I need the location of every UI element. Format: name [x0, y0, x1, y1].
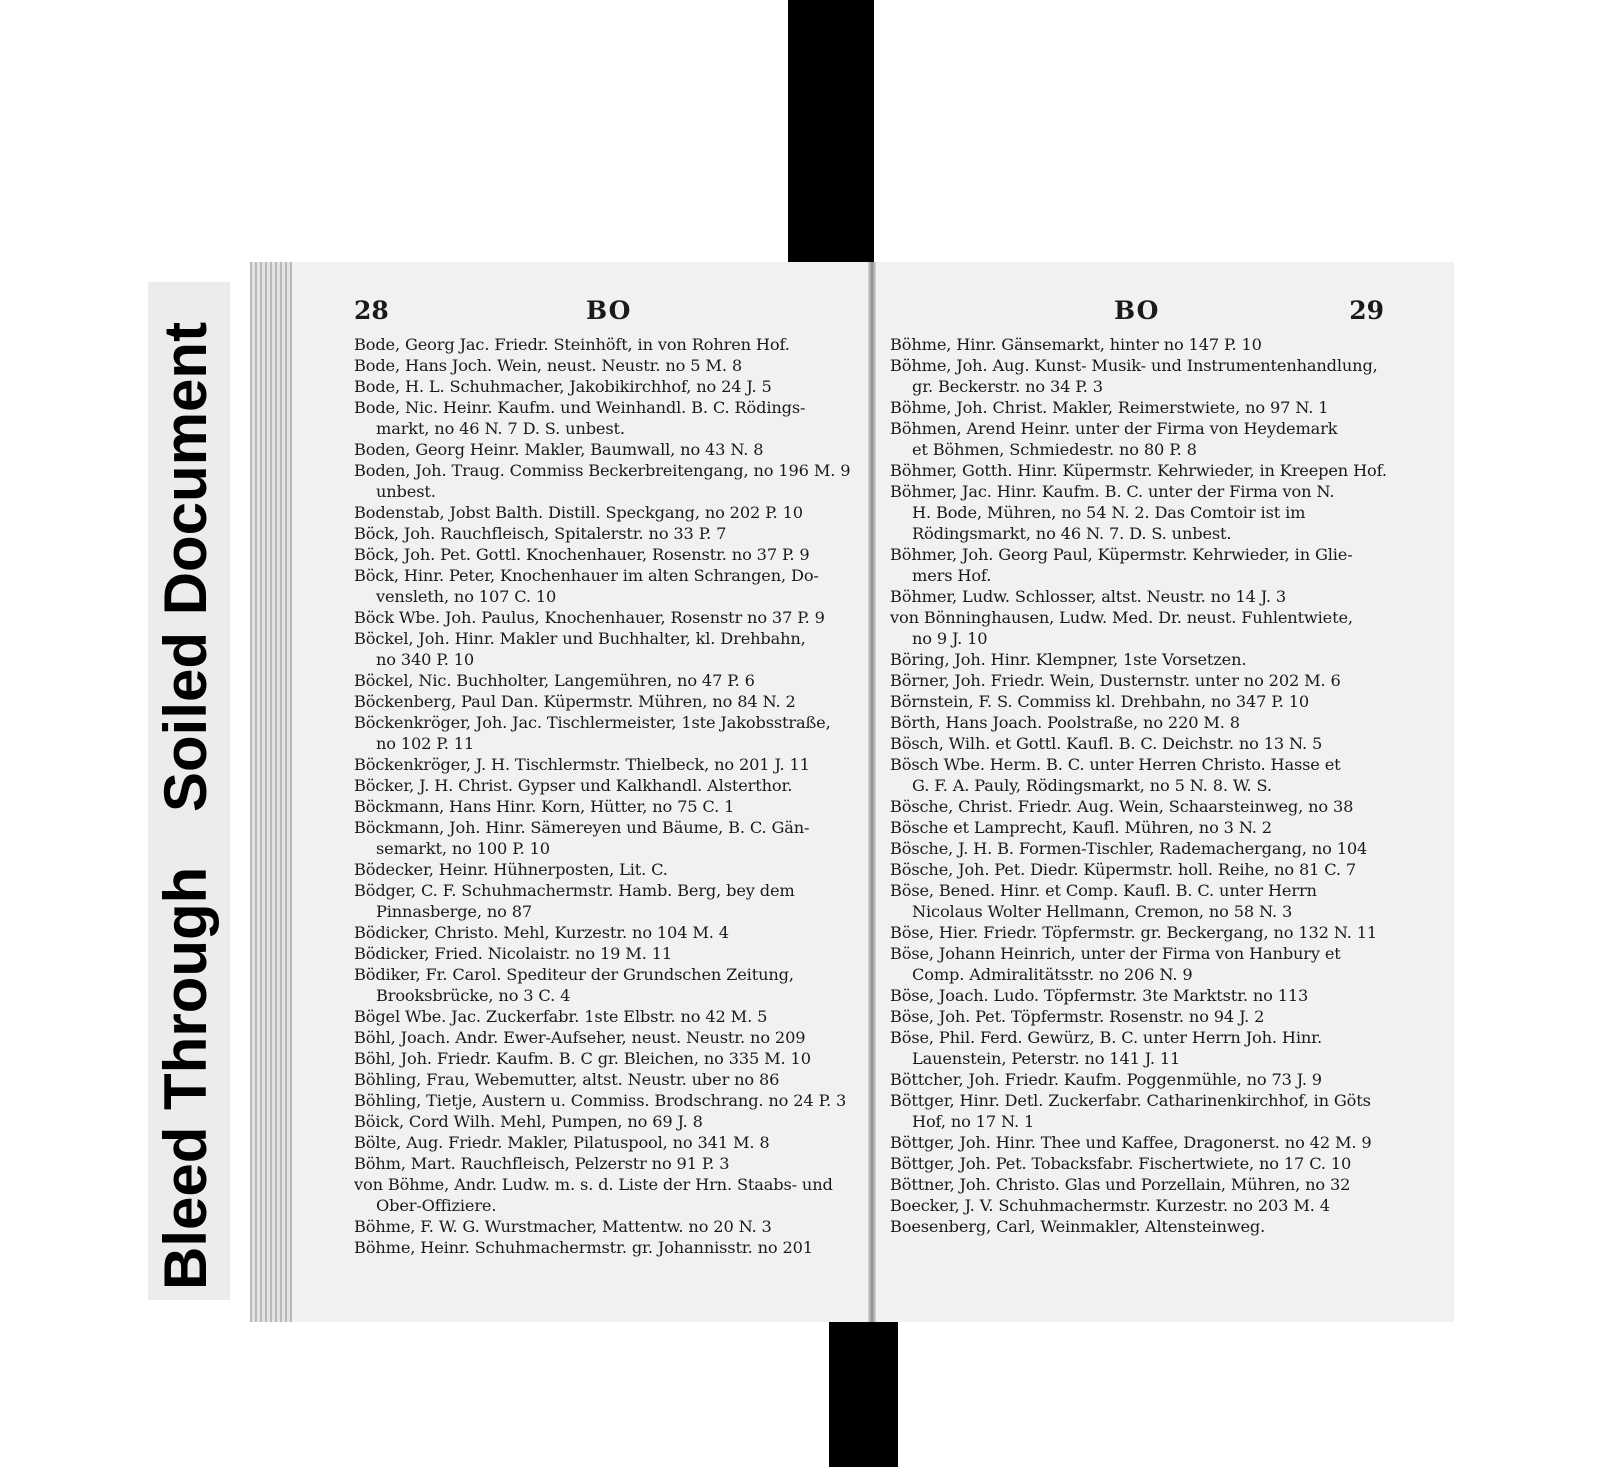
directory-entry-line: Bösche, Christ. Friedr. Aug. Wein, Schaarsteinweg, no 38: [890, 797, 1354, 816]
directory-entry-line: Böse, Hier. Friedr. Töpfermstr. gr. Beckergang, no 132 N. 11: [890, 923, 1378, 942]
directory-entry-line: Böhling, Frau, Webemutter, altst. Neustr. uber no 86: [354, 1070, 780, 1089]
left-page-running-head: BO: [586, 296, 632, 325]
right-page-number: 29: [1349, 296, 1384, 325]
directory-entry-line: Böck Wbe. Joh. Paulus, Knochenhauer, Rosenstr no 37 P. 9: [354, 608, 825, 627]
directory-entry-line: Bodenstab, Jobst Balth. Distill. Speckgang, no 202 P. 10: [354, 503, 803, 522]
directory-entry-line: Böttger, Joh. Hinr. Thee und Kaffee, Dragonerst. no 42 M. 9: [890, 1133, 1372, 1152]
directory-entry-line: Lauenstein, Peterstr. no 141 J. 11: [912, 1049, 1181, 1068]
directory-entry-line: Boden, Joh. Traug. Commiss Beckerbreitengang, no 196 M. 9: [354, 461, 851, 480]
directory-entry-line: Böhmer, Jac. Hinr. Kaufm. B. C. unter der Firma von N.: [890, 482, 1335, 501]
directory-entry-line: Böhme, Joh. Aug. Kunst- Musik- und Instrumentenhandlung,: [890, 356, 1378, 375]
directory-entry-line: Böckmann, Hans Hinr. Korn, Hütter, no 75 C. 1: [354, 797, 735, 816]
directory-entry-line: Pinnasberge, no 87: [376, 902, 533, 921]
directory-entry-line: Boden, Georg Heinr. Makler, Baumwall, no 43 N. 8: [354, 440, 764, 459]
directory-entry-line: von Böhme, Andr. Ludw. m. s. d. Liste der Hrn. Staabs- und: [354, 1175, 833, 1194]
book-spine: [868, 262, 876, 1322]
directory-entry-line: Böhling, Tietje, Austern u. Commiss. Brodschrang. no 24 P. 3: [354, 1091, 847, 1110]
directory-entry-line: Böttger, Joh. Pet. Tobacksfabr. Fischertwiete, no 17 C. 10: [890, 1154, 1352, 1173]
directory-entry-line: Böhme, F. W. G. Wurstmacher, Mattentw. no 20 N. 3: [354, 1217, 772, 1236]
right-entry-list: [890, 334, 1390, 1237]
left-page-number: 28: [354, 296, 389, 325]
directory-entry-line: Bösch Wbe. Herm. B. C. unter Herren Christo. Hasse et: [890, 755, 1341, 774]
directory-entry-line: Böhme, Joh. Christ. Makler, Reimerstwiete, no 97 N. 1: [890, 398, 1329, 417]
directory-entry-line: Bösche et Lamprecht, Kaufl. Mühren, no 3 N. 2: [890, 818, 1272, 837]
directory-entry-line: Boesenberg, Carl, Weinmakler, Altensteinweg.: [890, 1217, 1266, 1236]
directory-entry-line: Bode, Nic. Heinr. Kaufm. und Weinhandl. B. C. Rödings-: [354, 398, 806, 417]
directory-entry-line: Bödicker, Fried. Nicolaistr. no 19 M. 11: [354, 944, 673, 963]
directory-entry-line: von Bönninghausen, Ludw. Med. Dr. neust. Fuhlentwiete,: [890, 608, 1353, 627]
directory-entry-line: Böick, Cord Wilh. Mehl, Pumpen, no 69 J. 8: [354, 1112, 703, 1131]
directory-entry-line: Böhl, Joh. Friedr. Kaufm. B. C gr. Bleichen, no 335 M. 10: [354, 1049, 811, 1068]
directory-entry-line: Böckel, Nic. Buchholter, Langemühren, no 47 P. 6: [354, 671, 755, 690]
directory-entry-line: Böse, Johann Heinrich, unter der Firma von Hanbury et: [890, 944, 1341, 963]
directory-entry-line: Böhm, Mart. Rauchfleisch, Pelzerstr no 91 P. 3: [354, 1154, 730, 1173]
left-page: [354, 290, 854, 1258]
directory-entry-line: Böckel, Joh. Hinr. Makler und Buchhalter, kl. Drehbahn,: [354, 629, 806, 648]
directory-entry-line: Boecker, J. V. Schuhmachermstr. Kurzestr. no 203 M. 4: [890, 1196, 1330, 1215]
directory-entry-line: Bödecker, Heinr. Hühnerposten, Lit. C.: [354, 860, 668, 879]
directory-entry-line: Böse, Phil. Ferd. Gewürz, B. C. unter Herrn Joh. Hinr.: [890, 1028, 1322, 1047]
directory-entry-line: no 340 P. 10: [376, 650, 475, 669]
directory-entry-line: markt, no 46 N. 7 D. S. unbest.: [376, 419, 625, 438]
directory-entry-line: Bode, H. L. Schuhmacher, Jakobikirchhof, no 24 J. 5: [354, 377, 772, 396]
directory-entry-line: Börth, Hans Joach. Poolstraße, no 220 M. 8: [890, 713, 1240, 732]
left-page-header: [354, 290, 854, 334]
directory-entry-line: et Böhmen, Schmiedestr. no 80 P. 8: [912, 440, 1197, 459]
directory-entry-line: Bölte, Aug. Friedr. Makler, Pilatuspool, no 341 M. 8: [354, 1133, 770, 1152]
directory-entry-line: Böhl, Joach. Andr. Ewer-Aufseher, neust. Neustr. no 209: [354, 1028, 806, 1047]
directory-entry-line: no 9 J. 10: [912, 629, 988, 648]
directory-entry-line: Brooksbrücke, no 3 C. 4: [376, 986, 571, 1005]
right-page: [890, 290, 1390, 1237]
soiled-document-label: Soiled Document: [152, 321, 219, 812]
directory-entry-line: Bode, Georg Jac. Friedr. Steinhöft, in von Rohren Hof.: [354, 335, 790, 354]
directory-entry-line: Böcker, J. H. Christ. Gypser und Kalkhandl. Alsterthor.: [354, 776, 793, 795]
directory-entry-line: Nicolaus Wolter Hellmann, Cremon, no 58 N. 3: [912, 902, 1293, 921]
directory-entry-line: G. F. A. Pauly, Rödingsmarkt, no 5 N. 8. W. S.: [912, 776, 1272, 795]
directory-entry-line: Böse, Joh. Pet. Töpfermstr. Rosenstr. no 94 J. 2: [890, 1007, 1265, 1026]
directory-entry-line: Ober-Offiziere.: [376, 1196, 497, 1215]
directory-entry-line: Böttcher, Joh. Friedr. Kaufm. Poggenmühle, no 73 J. 9: [890, 1070, 1322, 1089]
directory-entry-line: Comp. Admiralitätsstr. no 206 N. 9: [912, 965, 1193, 984]
directory-entry-line: Böttger, Hinr. Detl. Zuckerfabr. Catharinenkirchhof, in Göts: [890, 1091, 1371, 1110]
directory-entry-line: Böring, Joh. Hinr. Klempner, 1ste Vorsetzen.: [890, 650, 1247, 669]
directory-entry-line: Böhmen, Arend Heinr. unter der Firma von Heydemark: [890, 419, 1338, 438]
right-page-header: [890, 290, 1390, 334]
directory-entry-line: gr. Beckerstr. no 34 P. 3: [912, 377, 1103, 396]
directory-entry-line: Bögel Wbe. Jac. Zuckerfabr. 1ste Elbstr. no 42 M. 5: [354, 1007, 768, 1026]
directory-entry-line: Böckenkröger, Joh. Jac. Tischlermeister, 1ste Jakobsstraße,: [354, 713, 831, 732]
directory-entry-line: Börnstein, F. S. Commiss kl. Drehbahn, no 347 P. 10: [890, 692, 1310, 711]
directory-entry-line: no 102 P. 11: [376, 734, 475, 753]
directory-entry-line: H. Bode, Mühren, no 54 N. 2. Das Comtoir ist im: [912, 503, 1306, 522]
directory-entry-line: Böhme, Hinr. Gänsemarkt, hinter no 147 P. 10: [890, 335, 1262, 354]
directory-entry-line: Böckenberg, Paul Dan. Küpermstr. Mühren, no 84 N. 2: [354, 692, 796, 711]
scan-bar-bottom: [829, 1322, 898, 1467]
directory-entry-line: Böhmer, Joh. Georg Paul, Küpermstr. Kehrwieder, in Glie-: [890, 545, 1353, 564]
directory-entry-line: vensleth, no 107 C. 10: [376, 587, 557, 606]
directory-entry-line: Rödingsmarkt, no 46 N. 7. D. S. unbest.: [912, 524, 1232, 543]
directory-entry-line: semarkt, no 100 P. 10: [376, 839, 550, 858]
directory-entry-line: Böckmann, Joh. Hinr. Sämereyen und Bäume, B. C. Gän-: [354, 818, 810, 837]
directory-entry-line: Böckenkröger, J. H. Tischlermstr. Thielbeck, no 201 J. 11: [354, 755, 810, 774]
directory-entry-line: Böhme, Heinr. Schuhmachermstr. gr. Johannisstr. no 201: [354, 1238, 813, 1257]
directory-entry-line: Böttner, Joh. Christo. Glas und Porzellain, Mühren, no 32: [890, 1175, 1351, 1194]
directory-entry-line: Böck, Hinr. Peter, Knochenhauer im alten Schrangen, Do-: [354, 566, 819, 585]
directory-entry-line: Böhmer, Ludw. Schlosser, altst. Neustr. no 14 J. 3: [890, 587, 1287, 606]
directory-entry-line: Bösche, Joh. Pet. Diedr. Küpermstr. holl. Reihe, no 81 C. 7: [890, 860, 1357, 879]
directory-entry-line: Bödiker, Fr. Carol. Spediteur der Grundschen Zeitung,: [354, 965, 794, 984]
scan-bar-top: [788, 0, 874, 262]
left-entry-list: [354, 334, 854, 1258]
directory-entry-line: Bode, Hans Joch. Wein, neust. Neustr. no 5 M. 8: [354, 356, 742, 375]
directory-entry-line: Bödicker, Christo. Mehl, Kurzestr. no 104 M. 4: [354, 923, 729, 942]
directory-entry-line: Börner, Joh. Friedr. Wein, Dusternstr. unter no 202 M. 6: [890, 671, 1341, 690]
directory-entry-line: mers Hof.: [912, 566, 992, 585]
directory-entry-line: Böhmer, Gotth. Hinr. Küpermstr. Kehrwieder, in Kreepen Hof.: [890, 461, 1387, 480]
bleed-through-label: Bleed Through: [152, 866, 219, 1290]
directory-entry-line: Bösche, J. H. B. Formen-Tischler, Rademachergang, no 104: [890, 839, 1368, 858]
directory-entry-line: Böse, Joach. Ludo. Töpfermstr. 3te Marktstr. no 113: [890, 986, 1309, 1005]
directory-entry-line: Böck, Joh. Pet. Gottl. Knochenhauer, Rosenstr. no 37 P. 9: [354, 545, 810, 564]
directory-entry-line: Hof, no 17 N. 1: [912, 1112, 1035, 1131]
directory-entry-line: Bösch, Wilh. et Gottl. Kaufl. B. C. Deichstr. no 13 N. 5: [890, 734, 1323, 753]
directory-entry-line: Böck, Joh. Rauchfleisch, Spitalerstr. no 33 P. 7: [354, 524, 727, 543]
directory-entry-line: Bödger, C. F. Schuhmachermstr. Hamb. Berg, bey dem: [354, 881, 795, 900]
page-edges: [250, 262, 292, 1322]
right-page-running-head: BO: [1114, 296, 1160, 325]
directory-entry-line: unbest.: [376, 482, 436, 501]
directory-entry-line: Böse, Bened. Hinr. et Comp. Kaufl. B. C. unter Herrn: [890, 881, 1317, 900]
